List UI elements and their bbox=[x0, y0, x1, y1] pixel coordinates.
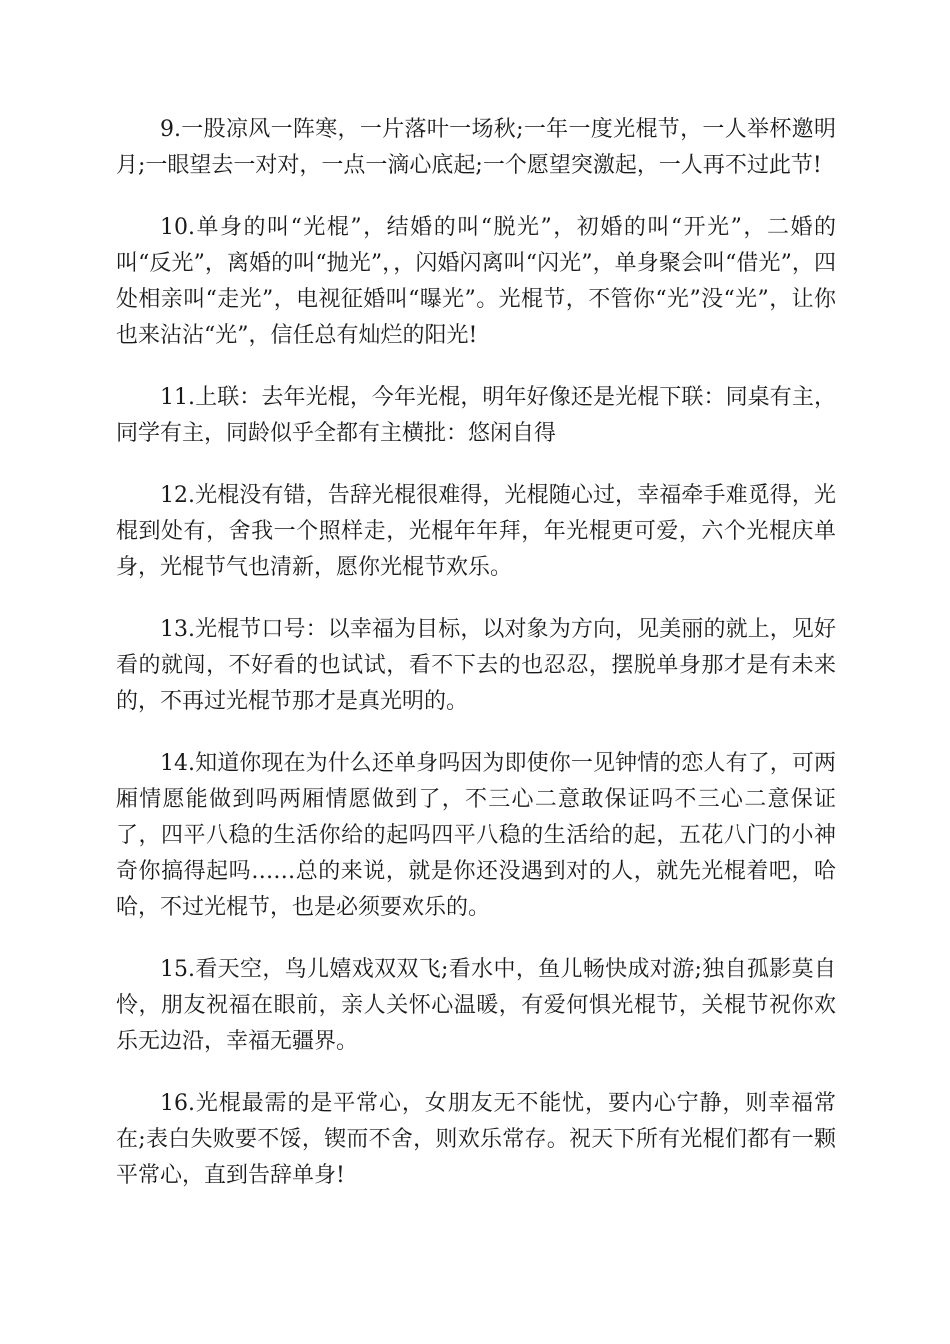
paragraph-9: 9.一股凉风一阵寒，一片落叶一场秋;一年一度光棍节，一人举杯邀明月;一眼望去一对对，一点一滴心底起;一个愿望突激起，一人再不过此节! bbox=[116, 117, 836, 178]
document-body bbox=[116, 112, 836, 1220]
paragraph-14: 14.知道你现在为什么还单身吗因为即使你一见钟情的恋人有了，可两厢情愿能做到吗两厢情愿做到了，不三心二意敢保证吗不三心二意保证了，四平八稳的生活你给的起吗四平八稳的生活给的起，五花八门的小神奇你搞得起吗……总的来说，就是你还没遇到对的人，就先光棍着吧，哈哈，不过光棍节，也是必须要欢乐的。 bbox=[116, 751, 836, 920]
paragraph-11: 11.上联：去年光棍，今年光棍，明年好像还是光棍下联：同桌有主，同学有主，同龄似乎全都有主横批：悠闲自得 bbox=[116, 385, 836, 446]
paragraph-13: 13.光棍节口号：以幸福为目标，以对象为方向，见美丽的就上，见好看的就闯，不好看的也试试，看不下去的也忍忍，摆脱单身那才是有未来的，不再过光棍节那才是真光明的。 bbox=[116, 617, 836, 714]
paragraph-15: 15.看天空，鸟儿嬉戏双双飞;看水中，鱼儿畅快成对游;独自孤影莫自怜，朋友祝福在眼前，亲人关怀心温暖，有爱何惧光棍节，关棍节祝你欢乐无边沿，幸福无疆界。 bbox=[116, 957, 836, 1054]
paragraph-10: 10.单身的叫“光棍”，结婚的叫“脱光”，初婚的叫“开光”，二婚的叫“反光”，离婚的叫“抛光”，，闪婚闪离叫“闪光”，单身聚会叫“借光”，四处相亲叫“走光”，电视征婚叫“曝光”。光棍节，不管你“光”没“光”，让你也来沾沾“光”，信任总有灿烂的阳光! bbox=[116, 215, 836, 348]
paragraph-12: 12.光棍没有错，告辞光棍很难得，光棍随心过，幸福牵手难觅得，光棍到处有，舍我一个照样走，光棍年年拜，年光棍更可爱，六个光棍庆单身，光棍节气也清新，愿你光棍节欢乐。 bbox=[116, 483, 836, 580]
paragraph-16: 16.光棍最需的是平常心，女朋友无不能忧，要内心宁静，则幸福常在;表白失败要不馁，锲而不舍，则欢乐常存。祝天下所有光棍们都有一颗平常心，直到告辞单身! bbox=[116, 1091, 836, 1188]
